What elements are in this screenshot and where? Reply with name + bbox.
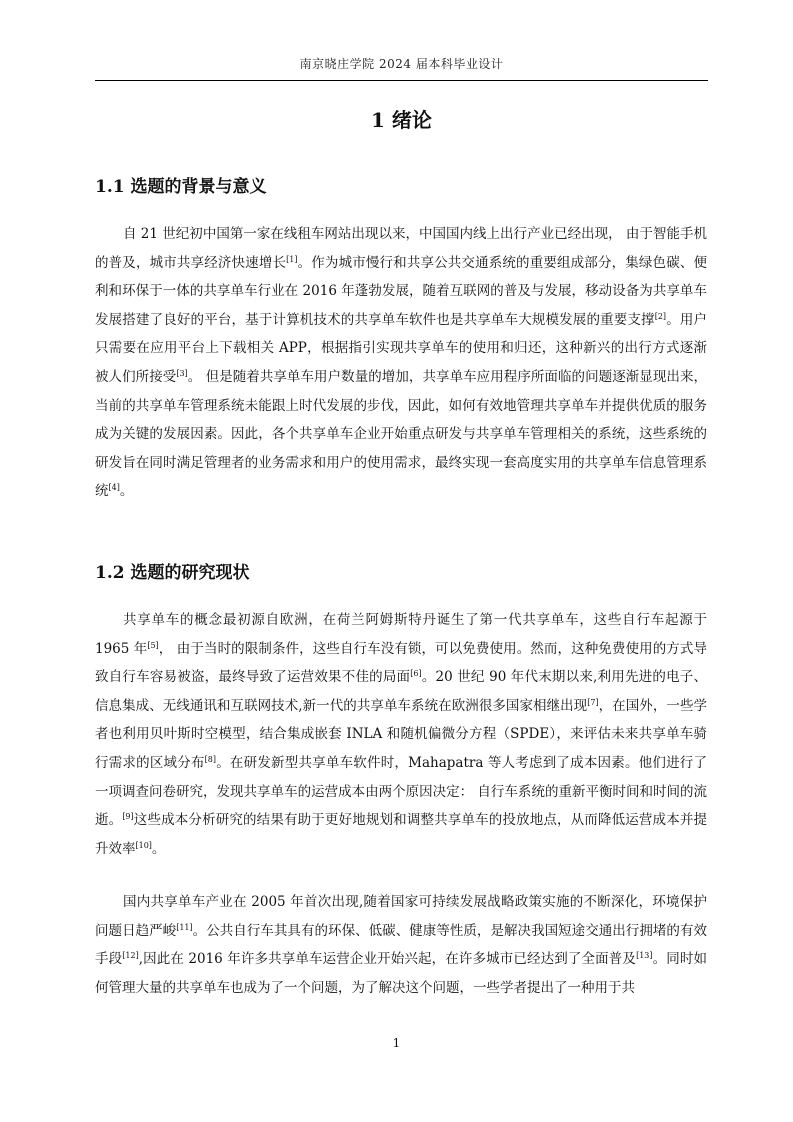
paragraph-text: ，在国外，一些学者也利用贝叶斯时空模型，结合集成嵌套 INLA 和随机偏微分方程（SPDE），来评估未来共享单车骑行需求的区域分布 bbox=[95, 697, 707, 771]
citation-ref: [5] bbox=[147, 640, 159, 650]
paragraph-text: 。用户只需要在应用平台上下载相关 APP，根据指引实现共享单车的使用和归还，这种新兴的出行方式逐渐被人们所接受 bbox=[95, 311, 708, 385]
running-header: 南京晓庄学院 2024 届本科毕业设计 bbox=[299, 57, 504, 71]
citation-ref: [11] bbox=[176, 922, 193, 932]
citation-ref: [7] bbox=[587, 697, 599, 707]
page-number: 1 bbox=[392, 1036, 401, 1050]
paragraph-text: 自 21 世纪初中国第一家在线租车网站出现以来，中国国内线上出行产业已经出现， 由于智能手机的普及，城市共享经济快速增长 bbox=[95, 226, 707, 271]
citation-ref: [8] bbox=[204, 754, 217, 764]
chapter-title: 1 绪论 bbox=[371, 108, 432, 132]
paragraph-text: 。公共自行车其具有的环保、低碳、健康等性质，是解决我国短途交通出行拥堵的有效手段 bbox=[95, 922, 708, 968]
paragraph-research-domestic bbox=[95, 888, 707, 1002]
section-heading-1-1: 1.1 选题的背景与意义 bbox=[95, 177, 267, 197]
citation-ref: [10] bbox=[135, 840, 152, 850]
paragraph-text: 。 bbox=[119, 483, 134, 500]
citation-ref: [6] bbox=[410, 669, 422, 679]
paragraph-text: 国内共享单车产业在 2005 年首次出现,随着国家可持续发展战略政策实施的不断深化，环境保护问题日趋严峻 bbox=[95, 894, 707, 939]
citation-ref: [13] bbox=[636, 951, 653, 961]
header-divider bbox=[95, 80, 708, 81]
paragraph-research-abroad bbox=[95, 606, 707, 863]
citation-ref: [12] bbox=[122, 951, 139, 961]
paragraph-text: 。20 世纪 90 年代末期以来,利用先进的电子、信息集成、无线通讯和互联网技术,新一代的共享单车系统在欧洲很多国家相继出现 bbox=[95, 669, 708, 714]
citation-ref: [4] bbox=[108, 483, 120, 493]
paragraph-text: 。在研发新型共享单车软件时，Mahapatra 等人考虑到了成本因素。他们进行了一项调查问卷研究，发现共享单车的运营成本由两个原因决定： 自行车系统的重新平衡时间和时间的流逝。 bbox=[95, 754, 707, 829]
paragraph-background bbox=[95, 220, 707, 506]
citation-ref: [9] bbox=[122, 812, 134, 822]
section-heading-1-2: 1.2 选题的研究现状 bbox=[95, 563, 250, 583]
paragraph-text: 。 bbox=[151, 840, 166, 857]
paragraph-text: ， 由于当时的限制条件，这些自行车没有锁，可以免费使用。然而，这种免费使用的方式导致自行车容易被盗，最终导致了运营效果不佳的局面 bbox=[95, 640, 707, 686]
paragraph-text: 。 但是随着共享单车用户数量的增加，共享单车应用程序所面临的问题逐渐显现出来，当前的共享单车管理系统未能跟上时代发展的步伐，因此，如何有效地管理共享单车并提供优质的服务成为关键的发展因素。因此，各个共享单车企业开始重点研发与共享单车管理相关的系统，这些系统的研发旨在同时满足管理者的业务需求和用户的使用需求，最终实现一套高度实用的共享单车信息管理系统 bbox=[95, 368, 708, 500]
citation-ref: [3] bbox=[176, 368, 188, 378]
citation-ref: [2] bbox=[654, 311, 667, 321]
paragraph-text: 。同时如何管理大量的共享单车也成为了一个问题，为了解决这个问题，一些学者提出了一种用于共 bbox=[95, 951, 708, 996]
paragraph-text: 共享单车的概念最初源自欧洲，在荷兰阿姆斯特丹诞生了第一代共享单车，这些自行车起源于 1965 年 bbox=[95, 612, 707, 657]
citation-ref: [1] bbox=[286, 254, 298, 264]
paragraph-text: 这些成本分析研究的结果有助于更好地规划和调整共享单车的投放地点，从而降低运营成本并提升效率 bbox=[95, 812, 708, 857]
paragraph-text: ,因此在 2016 年许多共享单车运营企业开始兴起，在许多城市已经达到了全面普及 bbox=[138, 951, 637, 968]
paragraph-text: 。作为城市慢行和共享公共交通系统的重要组成部分，集绿色碳、便利和环保于一体的共享单车行业在 2016 年蓬勃发展，随着互联网的普及与发展，移动设备为共享单车发展搭建了良好的平台，基于计算机技术的共享单车软件也是共享单车大规模发展的重要支撑 bbox=[95, 254, 708, 328]
